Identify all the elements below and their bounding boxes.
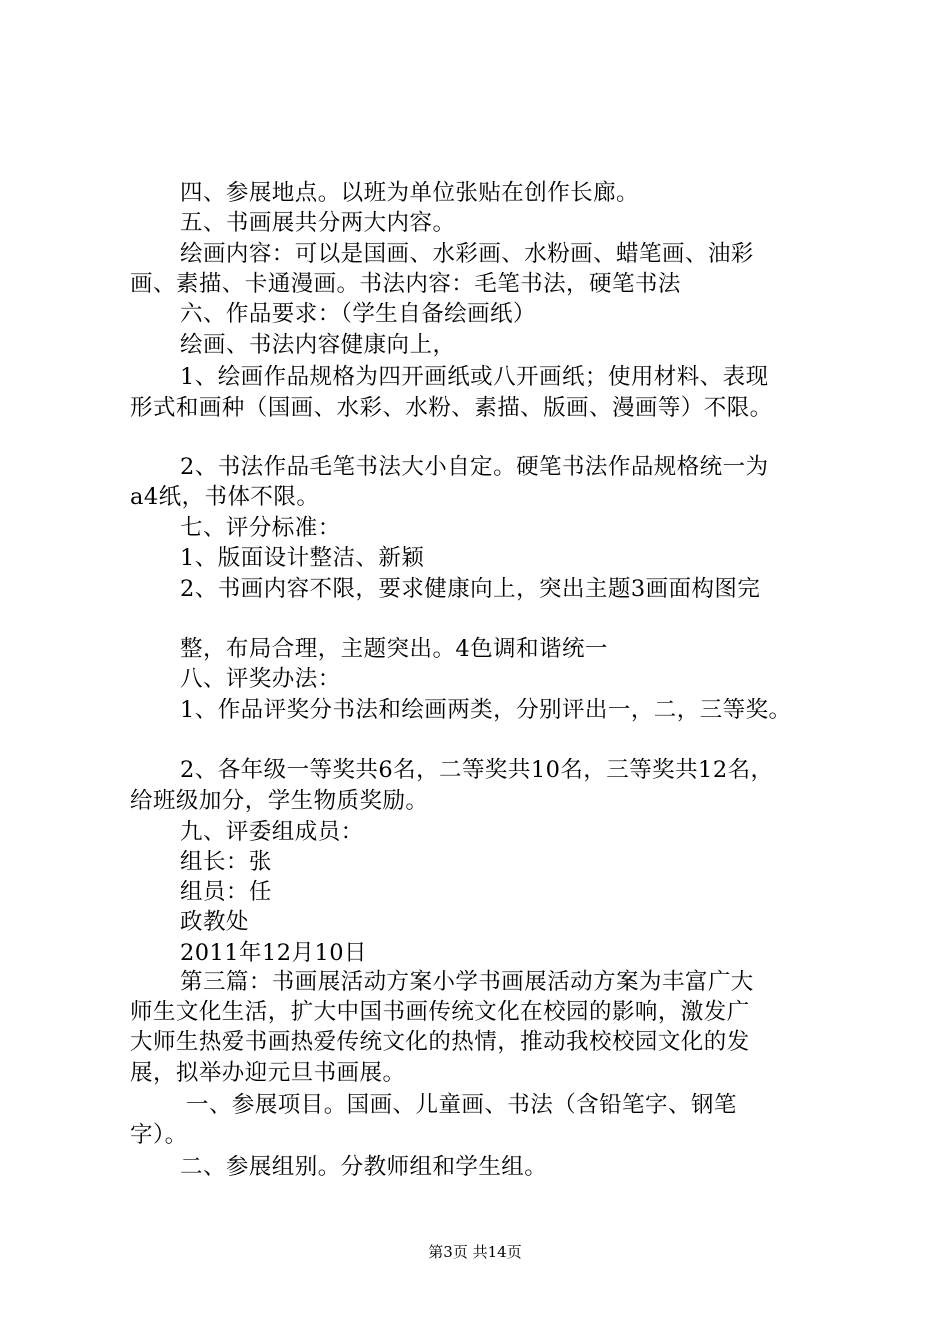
text-line-6: 绘画、书法内容健康向上， bbox=[180, 332, 456, 358]
text-line-21: 组员：任 bbox=[180, 879, 272, 905]
text-line-2: 五、书画展共分两大内容。 bbox=[180, 210, 456, 236]
text-line-29: 字）。 bbox=[130, 1122, 188, 1148]
text-line-14: 整，布局合理，主题突出。4色调和谐统一 bbox=[180, 636, 608, 662]
text-line-22: 政教处 bbox=[180, 909, 249, 935]
text-line-26: 大师生热爱书画热爱传统文化的热情，推动我校校园文化的发 bbox=[130, 1029, 750, 1055]
text-line-13: 2、书画内容不限，要求健康向上，突出主题3画面构图完 bbox=[180, 576, 761, 602]
text-line-4: 画、素描、卡通漫画。书法内容：毛笔书法，硬笔书法 bbox=[130, 271, 681, 297]
text-line-28: 一、参展项目。国画、儿童画、书法（含铅笔字、钢笔 bbox=[186, 1092, 737, 1118]
text-line-25: 师生文化生活，扩大中国书画传统文化在校园的影响，激发广 bbox=[130, 999, 750, 1025]
text-line-10: a4纸，书体不限。 bbox=[130, 484, 320, 510]
text-line-5: 六、作品要求：（学生自备绘画纸） bbox=[180, 301, 536, 327]
text-line-16: 1、作品评奖分书法和绘画两类，分别评出一，二，三等奖。 bbox=[180, 697, 792, 723]
text-line-11: 七、评分标准： bbox=[180, 515, 341, 541]
text-line-12: 1、版面设计整洁、新颖 bbox=[180, 545, 425, 571]
text-line-9: 2、书法作品毛笔书法大小自定。硬笔书法作品规格统一为 bbox=[180, 454, 769, 480]
text-line-17: 2、各年级一等奖共6名，二等奖共10名，三等奖共12名， bbox=[180, 757, 774, 783]
text-line-19: 九、评委组成员： bbox=[180, 819, 364, 845]
text-line-23: 2011年12月10日 bbox=[180, 940, 367, 966]
text-line-8: 形式和画种（国画、水彩、水粉、素描、版画、漫画等）不限。 bbox=[130, 395, 773, 421]
text-line-7: 1、绘画作品规格为四开画纸或八开画纸；使用材料、表现 bbox=[180, 364, 769, 390]
page-footer: 第3页 共14页 bbox=[428, 1243, 522, 1261]
text-line-30: 二、参展组别。分教师组和学生组。 bbox=[180, 1154, 548, 1180]
text-line-24: 第三篇：书画展活动方案小学书画展活动方案为丰富广大 bbox=[180, 969, 754, 995]
text-line-15: 八、评奖办法： bbox=[180, 666, 341, 692]
text-line-20: 组长：张 bbox=[180, 849, 272, 875]
text-line-18: 给班级加分，学生物质奖励。 bbox=[130, 788, 429, 814]
text-line-27: 展，拟举办迎元旦书画展。 bbox=[130, 1060, 406, 1086]
text-line-3: 绘画内容：可以是国画、水彩画、水粉画、蜡笔画、油彩 bbox=[180, 241, 754, 267]
text-line-1: 四、参展地点。以班为单位张贴在创作长廊。 bbox=[180, 180, 640, 206]
